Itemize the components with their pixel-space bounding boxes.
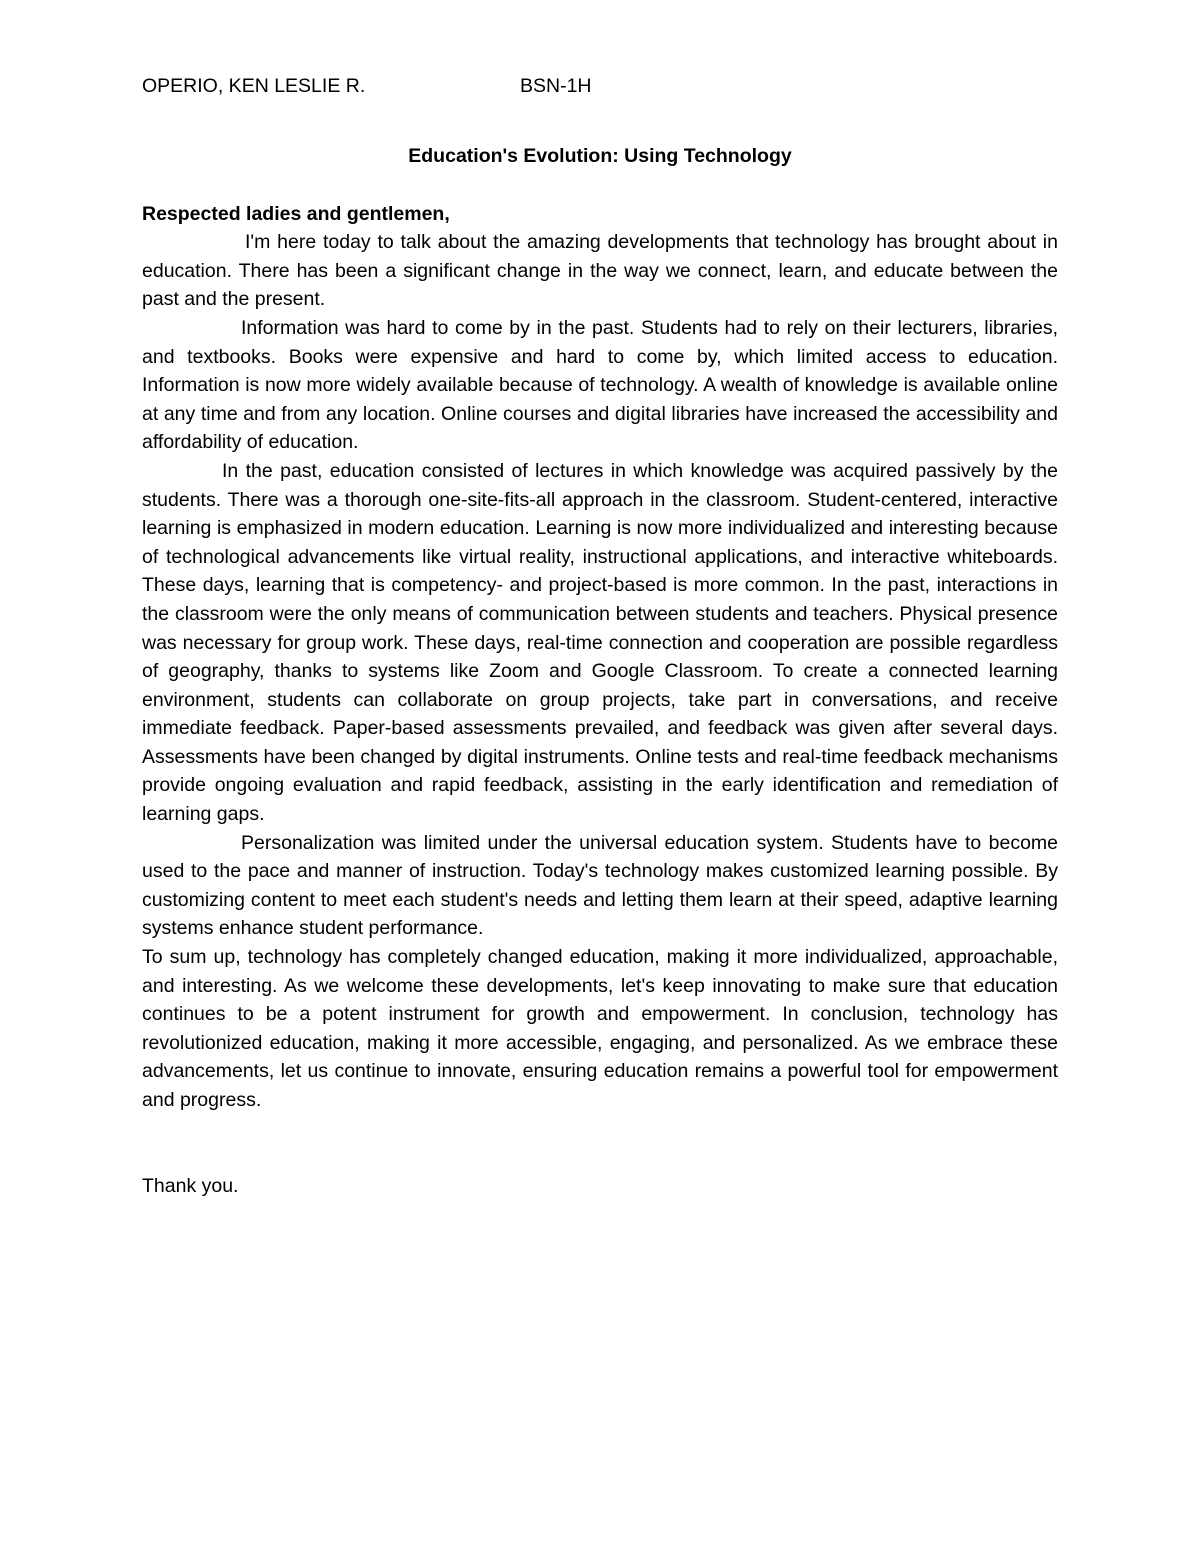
document-title: Education's Evolution: Using Technology [408, 145, 792, 167]
paragraph-information-access: Information was hard to come by in the past. Students had to rely on their lecturers, libraries, and textbooks. Books were expensive and hard to come by, which limited access to education. Information is now more widely available because of technology. A wealth of knowledge is available online at any time and from any location. Online courses and digital libraries have increased the accessibility and affordability of education. [142, 316, 1058, 454]
closing-line: Thank you. [142, 1174, 239, 1197]
salutation: Respected ladies and gentlemen, [142, 202, 450, 225]
author-name: OPERIO, KEN LESLIE R. [142, 75, 366, 97]
paragraph-intro: I'm here today to talk about the amazing developments that technology has brought about in education. There has been a significant change in the way we connect, learn, and educate between the past and the present. [142, 231, 1058, 311]
document-body [142, 72, 1058, 1200]
document-header [142, 72, 1058, 100]
paragraph-learning-methods: In the past, education consisted of lectures in which knowledge was acquired passively by the students. There was a thorough one-site-fits-all approach in the classroom. Student-centered, interactive learning is emphasized in modern education. Learning is now more individualized and interesting because of technological advancements like virtual reality, instructional applications, and interactive whiteboards. These days, learning that is competency- and project-based is more common. In the past, interactions in the classroom were the only means of communication between students and teachers. Physical presence was necessary for group work. These days, real-time connection and cooperation are possible regardless of geography, thanks to systems like Zoom and Google Classroom. To create a connected learning environment, students can collaborate on group projects, take part in conversations, and receive immediate feedback. Paper-based assessments prevailed, and feedback was given after several days. Assessments have been changed by digital instruments. Online tests and real-time feedback mechanisms provide ongoing evaluation and rapid feedback, assisting in the early identification and remediation of learning gaps. [142, 459, 1058, 826]
paragraph-conclusion: To sum up, technology has completely changed education, making it more individualized, approachable, and interesting. As we welcome these developments, let's keep innovating to make sure that education continues to be a potent instrument for growth and empowerment. In conclusion, technology has revolutionized education, making it more accessible, engaging, and personalized. As we embrace these advancements, let us continue to innovate, ensuring education remains a powerful tool for empowerment and progress. [142, 946, 1058, 1111]
section-code: BSN-1H [520, 75, 592, 97]
paragraph-personalization: Personalization was limited under the universal education system. Students have to become used to the pace and manner of instruction. Today's technology makes customized learning possible. By customizing content to meet each student's needs and letting them learn at their speed, adaptive learning systems enhance student performance. [142, 831, 1058, 940]
